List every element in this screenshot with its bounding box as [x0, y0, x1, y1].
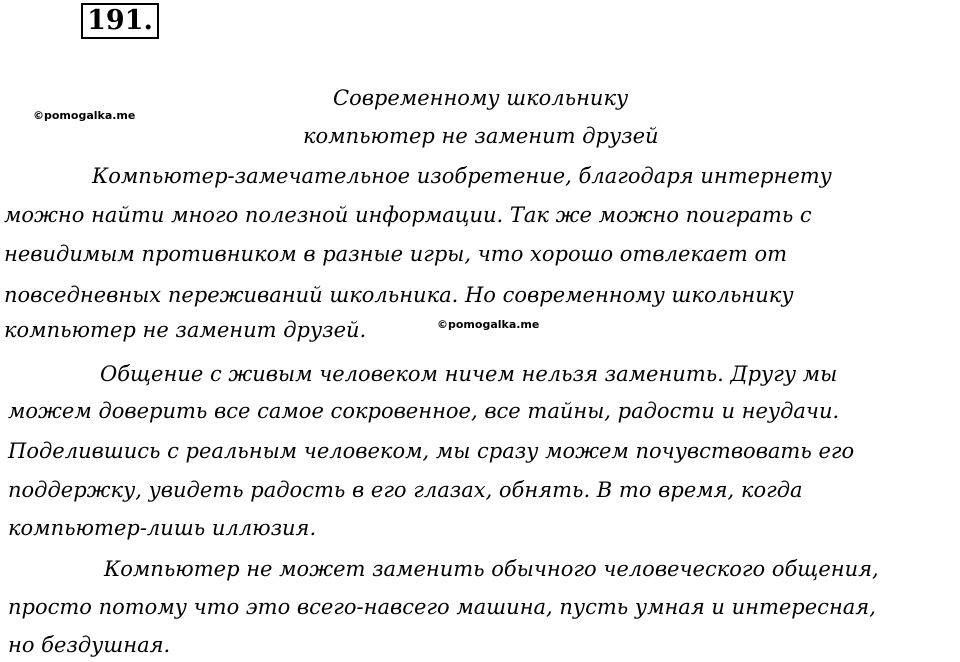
- paragraph-line: Поделившись с реальным человеком, мы сразу можем почувствовать его: [8, 439, 855, 463]
- paragraph-line: Общение с живым человеком ничем нельзя заменить. Другу мы: [100, 362, 838, 386]
- paragraph-line: компьютер-лишь иллюзия.: [8, 516, 317, 540]
- paragraph-line: Компьютер не может заменить обычного человеческого общения,: [104, 557, 879, 581]
- watermark: ©pomogalka.me: [33, 109, 136, 122]
- paragraph-line: компьютер не заменит друзей.: [4, 318, 367, 342]
- paragraph-line: поддержку, увидеть радость в его глазах, обнять. В то время, когда: [8, 478, 803, 502]
- paragraph-line: повседневных переживаний школьника. Но современному школьнику: [4, 283, 794, 307]
- paragraph-line: можно найти много полезной информации. Так же можно поиграть с: [4, 203, 812, 227]
- paragraph-line: но бездушная.: [8, 633, 171, 657]
- essay-title-line: Современному школьнику: [333, 86, 629, 110]
- paragraph-line: невидимым противником в разные игры, что хорошо отвлекает от: [4, 242, 788, 266]
- paragraph-line: просто потому что это всего-навсего машина, пусть умная и интересная,: [8, 595, 876, 619]
- exercise-number: 191.: [81, 3, 159, 39]
- essay-title-line: компьютер не заменит друзей: [303, 124, 659, 148]
- watermark: ©pomogalka.me: [437, 318, 540, 331]
- paragraph-line: Компьютер-замечательное изобретение, благодаря интернету: [92, 164, 832, 188]
- paragraph-line: можем доверить все самое сокровенное, все тайны, радости и неудачи.: [8, 399, 840, 423]
